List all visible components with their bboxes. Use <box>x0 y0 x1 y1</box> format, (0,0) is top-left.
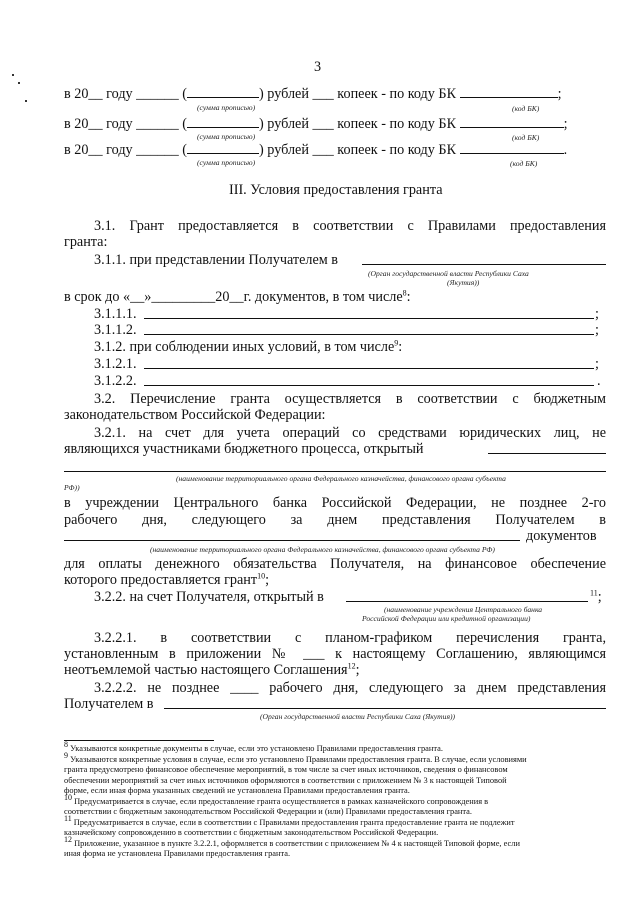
clause-3-1-2-text: 3.1.2. при соблюдении иных условий, в том числе <box>94 339 395 355</box>
footnote-line: иная форма не установлена Правилами предоставления гранта. <box>64 849 291 859</box>
deadline-colon: : <box>406 289 411 305</box>
footnote-ref-9[interactable]: 9 <box>394 338 399 348</box>
sum-words-field[interactable] <box>187 116 259 128</box>
footnote-ref-11[interactable]: 11 <box>590 588 598 598</box>
bank-field[interactable] <box>346 601 588 602</box>
kbk-hint: (код БК) <box>512 133 540 142</box>
footnote-number: 12 <box>64 835 72 845</box>
footnote-line: обеспечении мероприятий за счет иных источников оформляются в соответствии с приложением № 3 к настоящей Типовой <box>64 775 507 785</box>
clause-3-2-1-line6 <box>64 572 269 588</box>
clause-3-2-2-1-end: ; <box>355 662 360 678</box>
row-mid: ) рублей ___ копеек - по коду БК <box>259 142 460 158</box>
footnote-ref-10[interactable]: 10 <box>257 571 266 581</box>
treasury-hint: (наименование территориального органа Федерального казначейства, финансового органа субъекта <box>176 474 506 483</box>
sum-words-field[interactable] <box>187 142 259 154</box>
footnote-text: Предусматривается в случае, если в соответствии с Правилами предоставления гранта предоставление гранта не подлежит <box>73 818 515 827</box>
footnote-separator <box>64 740 214 741</box>
treasury-hint-cont: РФ)) <box>64 483 80 492</box>
clause-3-2-2-2: 3.2.2.2. не позднее ____ рабочего дня, следующего за днем представления <box>94 680 606 696</box>
footnote-line <box>64 751 527 765</box>
semicolon: ; <box>595 306 599 322</box>
row-prefix: в 20__ году ______ ( <box>64 86 188 102</box>
bank-hint-cont: Российской Федерации или кредитной организации) <box>362 614 531 623</box>
authority-hint-cont: (Якутия)) <box>447 278 480 287</box>
footnote-line: казначейскому сопровождению в соответствии с бюджетным законодательством Российской Федерации. <box>64 828 439 838</box>
budget-row-2 <box>64 116 568 132</box>
clause-3-2-2: 3.2.2. на счет Получателя, открытый в <box>94 589 324 605</box>
footnote-8 <box>64 740 443 754</box>
footnote-text: Приложение, указанное в пункте 3.2.2.1, оформляется в соответствии с приложением № 4 к настоящей Типовой форме, если <box>74 839 520 848</box>
clause-3-2-1-line5: для оплаты денежного обязательства Получателя, на финансовое обеспечение <box>64 556 606 572</box>
footnote-text: Предусматривается в случае, если предоставление гранта осуществляется в рамках казначейского сопровождения в <box>74 797 489 806</box>
footnote-text: Указываются конкретные документы в случае, если это установлено Правилами предоставления гранта. <box>70 744 443 753</box>
semicolon: ; <box>595 356 599 372</box>
row-prefix: в 20__ году ______ ( <box>64 116 188 132</box>
row-mid: ) рублей ___ копеек - по коду БК <box>259 116 460 132</box>
clause-3-1-2-colon: : <box>398 339 403 355</box>
semicolon: ; <box>595 322 599 338</box>
footnote-9 <box>64 751 527 797</box>
footnote-line: соответствии с бюджетным законодательством Российской Федерации и (или) Правилами предоставления гранта. <box>64 807 472 817</box>
sum-words-field[interactable] <box>187 86 259 98</box>
scan-speck <box>18 82 20 84</box>
clause-3-2: 3.2. Перечисление гранта осуществляется в соответствии с бюджетным <box>94 391 606 407</box>
footnote-number: 8 <box>64 740 68 750</box>
clause-3-2-2-semicolon: ; <box>597 589 602 605</box>
doc-field-1[interactable] <box>144 318 594 319</box>
clause-3-2-1-line3: в учреждении Центрального банка Российской Федерации, не позднее 2-го <box>64 495 606 511</box>
clause-3-2-2-end <box>590 589 602 605</box>
kbk-hint: (код БК) <box>510 159 538 168</box>
clause-3-1: 3.1. Грант предоставляется в соответствии с Правилами предоставления <box>94 218 606 234</box>
budget-row-3 <box>64 142 567 158</box>
clause-3-2-1-end: ; <box>265 572 270 588</box>
clause-3-2-1-cont: являющихся участниками бюджетного процесса, открытый <box>64 441 424 457</box>
clause-3-1-1: 3.1.1. при представлении Получателем в <box>94 252 338 268</box>
clause-3-2-1-line4: рабочего дня, следующего за днем представления Получателем в <box>64 512 606 528</box>
clause-3-1-2-2: 3.1.2.2. <box>94 373 137 389</box>
treasury-field-a[interactable] <box>488 453 606 454</box>
scan-speck <box>25 100 27 102</box>
row-end: ; <box>563 116 568 132</box>
kbk-field[interactable] <box>460 86 558 98</box>
clause-3-2-2-2-cont: Получателем в <box>64 696 154 712</box>
condition-field-2[interactable] <box>144 385 594 386</box>
authority-field[interactable] <box>362 264 606 265</box>
docs-word: документов <box>526 528 597 544</box>
row-prefix: в 20__ году ______ ( <box>64 142 188 158</box>
treasury-field-b[interactable] <box>64 471 606 472</box>
bank-hint: (наименование учреждения Центрального банка <box>384 605 543 614</box>
footnote-line <box>64 835 520 849</box>
recipient-organ-hint: (наименование территориального органа Федерального казначейства, финансового органа субъекта РФ) <box>150 545 495 554</box>
clause-3-2-1: 3.2.1. на счет для учета операций со средствами юридических лиц, не <box>94 425 606 441</box>
clause-3-2-2-1: 3.2.2.1. в соответствии с планом-графиком перечисления гранта, <box>94 630 606 646</box>
clause-3-1-1-1: 3.1.1.1. <box>94 306 137 322</box>
period: . <box>597 373 601 389</box>
footnote-number: 11 <box>64 814 72 824</box>
condition-field-1[interactable] <box>144 368 594 369</box>
clause-3-1-2-1: 3.1.2.1. <box>94 356 137 372</box>
footnote-text: Указываются конкретные условия в случае, если это установлено Правилами предоставления гранта. В случае, если условиями <box>70 755 527 764</box>
footnote-number: 10 <box>64 793 72 803</box>
clause-3-2-2-1-line3-text: неотъемлемой частью настоящего Соглашения <box>64 662 348 678</box>
footnote-line: гранта предусмотрено финансовое обеспечение мероприятий, в том числе за счет иных источников, сведения о финансовом <box>64 765 508 775</box>
recipient-authority-field[interactable] <box>164 708 606 709</box>
footnote-line <box>64 814 515 828</box>
clause-3-1-1-2: 3.1.1.2. <box>94 322 137 338</box>
sum-hint: (сумма прописью) <box>197 132 256 141</box>
recipient-organ-field[interactable] <box>64 540 520 541</box>
clause-3-2-cont: законодательством Российской Федерации: <box>64 407 326 423</box>
sum-hint: (сумма прописью) <box>197 158 256 167</box>
footnote-line: форме, если иная форма указанных сведений не установлена Правилами предоставления гранта. <box>64 786 410 796</box>
footnote-10 <box>64 793 489 818</box>
clause-3-2-2-1-line2: установленным в приложении № ___ к настоящему Соглашению, являющимся <box>64 646 606 662</box>
kbk-hint: (код БК) <box>512 104 540 113</box>
doc-field-2[interactable] <box>144 334 594 335</box>
page-number: 3 <box>314 59 322 75</box>
deadline-line <box>64 289 411 305</box>
clause-3-1-cont: гранта: <box>64 234 108 250</box>
section-title: III. Условия предоставления гранта <box>229 182 443 198</box>
footnote-ref-12[interactable]: 12 <box>347 661 356 671</box>
row-mid: ) рублей ___ копеек - по коду БК <box>259 86 460 102</box>
footnote-12 <box>64 835 520 860</box>
row-end: ; <box>557 86 562 102</box>
sum-hint: (сумма прописью) <box>197 103 256 112</box>
row-end: . <box>563 142 568 158</box>
footnote-number: 9 <box>64 751 68 761</box>
authority-hint: (Орган государственной власти Республики Саха <box>368 269 529 278</box>
kbk-field[interactable] <box>460 116 564 128</box>
footnote-line <box>64 793 489 807</box>
clause-3-2-2-1-line3 <box>64 662 360 678</box>
scan-speck <box>12 74 14 76</box>
clause-3-1-2 <box>94 339 402 355</box>
budget-row-1 <box>64 86 562 102</box>
clause-3-2-1-line6-text: которого предоставляется грант <box>64 572 258 588</box>
deadline-text: в срок до «__»_________20__г. документов, в том числе <box>64 289 403 305</box>
footnote-11 <box>64 814 515 839</box>
recipient-authority-hint: (Орган государственной власти Республики Саха (Якутия)) <box>260 712 456 721</box>
kbk-field[interactable] <box>460 142 564 154</box>
footnote-ref-8[interactable]: 8 <box>402 288 407 298</box>
